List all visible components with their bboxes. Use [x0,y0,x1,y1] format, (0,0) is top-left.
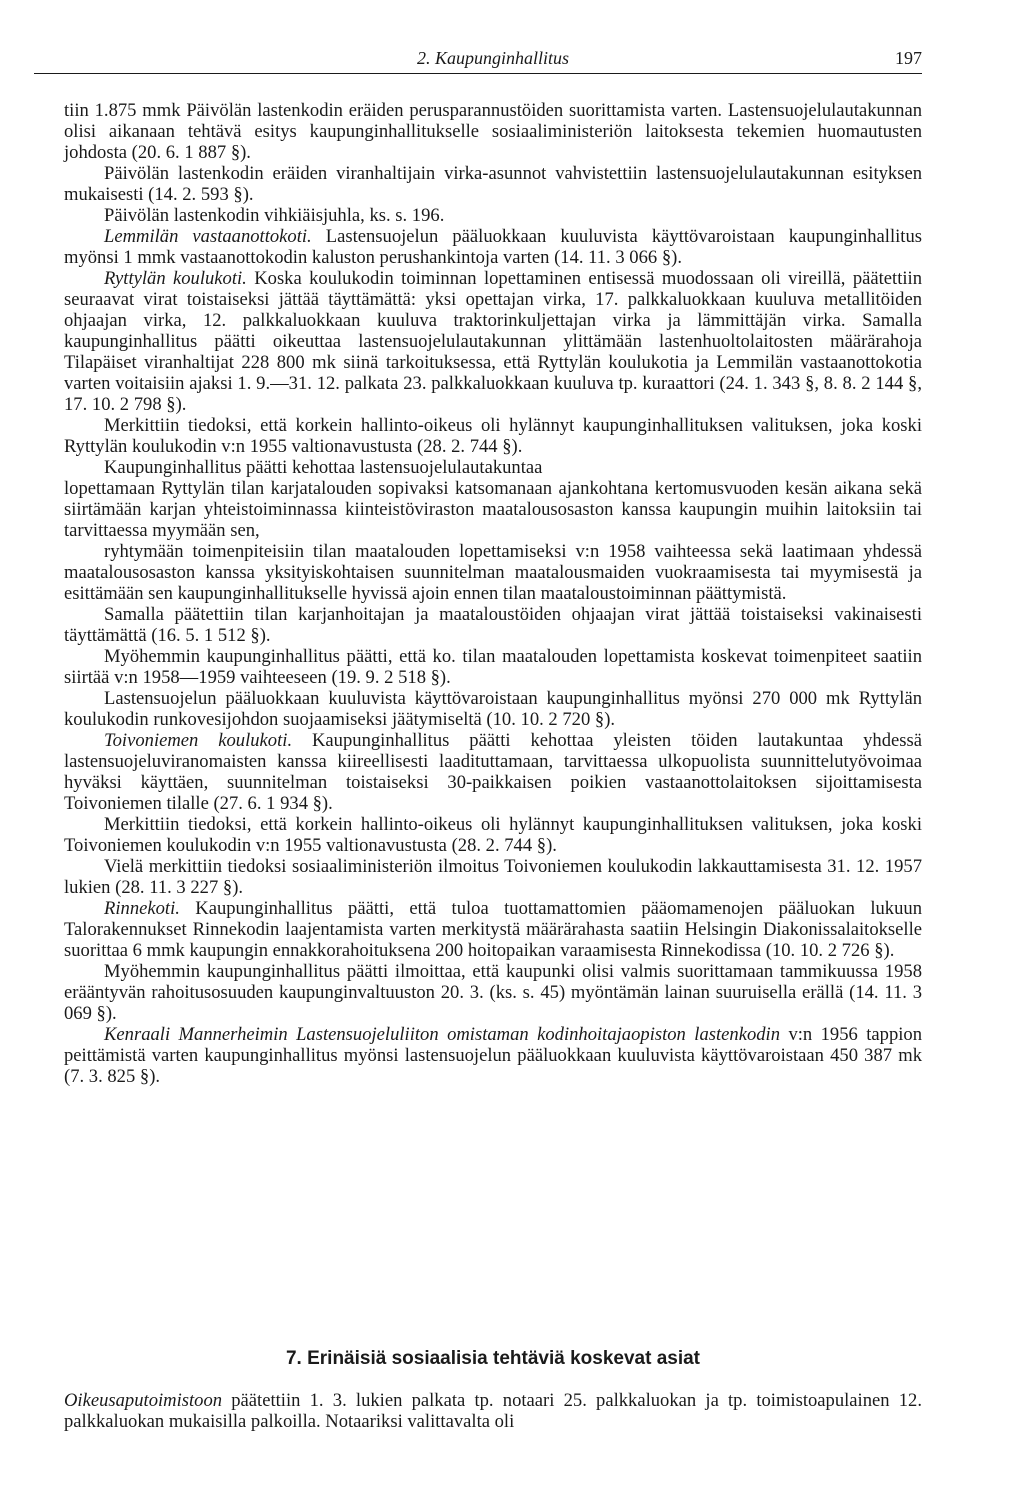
section-paragraph: Oikeusaputoimistoon päätettiin 1. 3. lukien palkata tp. notaari 25. palkkaluokan ja tp. toimistoapulainen 12. palkkaluokan mukaisilla palkoilla. Notaariksi valittavalta oli [64,1390,922,1432]
paragraph-15: Rinnekoti. Kaupunginhallitus päätti, että tuloa tuottamattomien pääomamenojen pääluokan lukuun Talorakennukset Rinnekodin laajentamista varten merkitystä määrärahasta saatiin Helsingin Diakonissalaitokselle suorittaa 6 mmk kaupungin ennakkorahoituksena 200 hoitopaikan varaamisesta Rinnekodissa (10. 10. 2 726 §). [64,898,922,961]
body-text [64,100,922,1087]
paragraph-lead: Lemmilän vastaanottokoti. [104,226,312,247]
running-title: 2. Kaupunginhallitus [416,48,569,68]
document-page [64,0,923,1432]
paragraph-5: Merkittiin tiedoksi, että korkein hallinto-oikeus oli hylännyt kaupunginhallituksen valituksen, joka koski Ryttylän koulukodin v:n 1955 valtionavustusta (28. 2. 744 §). [64,415,922,457]
paragraph-7: lopettamaan Ryttylän tilan karjatalouden sopivaksi katsomanaan ajankohtana kertomusvuoden kesän aikana sekä siirtämään karjan yhteistoiminnassa kiinteistöviraston maatalousosaston kanssa kaupungin muihin laitoksiin tai tarvittaessa myymään sen, [64,478,922,541]
page-header [64,0,922,76]
paragraph-2: Päivölän lastenkodin vihkiäisjuhla, ks. s. 196. [104,205,445,226]
paragraph-8: ryhtymään toimenpiteisiin tilan maatalouden lopettamiseksi v:n 1958 vaihteessa sekä laatimaan yhdessä maatalousosaston kanssa yksityiskohtaisen suunnitelman maatalousmaiden vuokraamisesta tai myymisestä ja esittämään sen kaupunginhallitukselle hyvissä ajoin ennen tilan maataloustoiminnan päättymistä. [64,541,922,604]
paragraph-16: Myöhemmin kaupunginhallitus päätti ilmoittaa, että kaupunki olisi valmis suorittamaan tammikuussa 1958 erääntyvän rahoitusosuuden kaupunginvaltuuston 20. 3. (ks. s. 45) myöntämän lainan suuruisella erällä (14. 11. 3 069 §). [64,961,922,1024]
section-heading: 7. Erinäisiä sosiaalisia tehtäviä koskevat asiat [285,1348,701,1369]
paragraph-lead: Toivoniemen koulukoti. [104,730,293,751]
paragraph-10: Myöhemmin kaupunginhallitus päätti, että ko. tilan maatalouden lopettamista koskevat toimenpiteet saatiin siirtää v:n 1958—1959 vaihteeseen (19. 9. 2 518 §). [64,646,922,688]
paragraph-14: Vielä merkittiin tiedoksi sosiaaliministeriön ilmoitus Toivoniemen koulukodin lakkauttamisesta 31. 12. 1957 lukien (28. 11. 3 227 §). [64,856,922,898]
paragraph-lead: Oikeusaputoimistoon [64,1390,223,1411]
paragraph-lead: Rinnekoti. [104,898,180,919]
paragraph-13: Merkittiin tiedoksi, että korkein hallinto-oikeus oli hylännyt kaupunginhallituksen valituksen, joka koski Toivoniemen koulukodin v:n 1955 valtionavustusta (28. 2. 744 §). [64,814,922,856]
paragraph-4: Ryttylän koulukoti. Koska koulukodin toiminnan lopettaminen entisessä muodossaan oli vireillä, päätettiin seuraavat virat toistaiseksi jättää täyttämättä: yksi opettajan virka, 17. palkkaluokkaan kuuluva metallitöiden ohjaajan virka, 12. palkkaluokkaan kuuluva traktorinkuljettajan virka ja lämmittäjän virka. Samalla kaupunginhallitus päätti oikeuttaa lastensuojelulautakunnan ylittämään lastenhuoltolaitosten määrärahoja Tilapäiset viranhaltijat 228 800 mk siinä tarkoituksessa, että Ryttylän koulukotia ja Lemmilän vastaanottokotia varten voitaisiin ajaksi 1. 9.—31. 12. palkata 23. palkkaluokkaan kuuluva tp. kuraattori (24. 1. 343 §, 8. 8. 2 144 §, 17. 10. 2 798 §). [64,268,923,415]
page-number: 197 [895,48,922,68]
paragraph-6: Kaupunginhallitus päätti kehottaa lastensuojelulautakuntaa [104,457,543,478]
paragraph-11: Lastensuojelun pääluokkaan kuuluvista käyttövaroistaan kaupunginhallitus myönsi 270 000 mk Ryttylän koulukodin runkovesijohdon suojaamiseksi jäätymiseltä (10. 10. 2 720 §). [64,688,922,730]
paragraph-1: Päivölän lastenkodin eräiden viranhaltijain virka-asunnot vahvistettiin lastensuojelulautakunnan esityksen mukaisesti (14. 2. 593 §). [64,163,922,205]
paragraph-17: Kenraali Mannerheimin Lastensuojeluliiton omistaman kodinhoitajaopiston lastenkodin v:n 1956 tappion peittämistä varten kaupunginhallitus myönsi lastensuojelun pääluokkaan kuuluvista käyttövaroistaan 450 387 mk (7. 3. 825 §). [64,1024,923,1087]
header-rule [34,73,922,74]
paragraph-9: Samalla päätettiin tilan karjanhoitajan ja maataloustöiden ohjaajan virat jättää toistaiseksi vakinaisesti täyttämättä (16. 5. 1 512 §). [64,604,922,646]
paragraph-0: tiin 1.875 mmk Päivölän lastenkodin eräiden perusparannustöiden suorittamista varten. Lastensuojelulautakunnan olisi aikanaan tehtävä esitys kaupunginhallitukselle sosiaaliministeriön laitoksesta tekemien huomautusten johdosta (20. 6. 1 887 §). [64,100,922,163]
section-body-text [64,1390,922,1432]
paragraph-lead: Kenraali Mannerheimin Lastensuojeluliiton omistaman kodinhoitajaopiston lastenkodin [104,1024,781,1045]
paragraph-lead: Ryttylän koulukoti. [104,268,247,289]
paragraph-12: Toivoniemen koulukoti. Kaupunginhallitus päätti kehottaa yleisten töiden lautakuntaa yhdessä lastensuojeluviranomaisten kanssa kiireellisesti laadituttamaan, tarvittaessa ulkopuolista suunnittelutyövoimaa hyväksi käyttäen, suunnitelman toistaiseksi 30-paikkaisen poikien vastaanottolaitoksen sijoittamisesta Toivoniemen tilalle (27. 6. 1 934 §). [64,730,922,814]
paragraph-3: Lemmilän vastaanottokoti. Lastensuojelun pääluokkaan kuuluvista käyttövaroistaan kaupunginhallitus myönsi 1 mmk vastaanottokodin kaluston perushankintoja varten (14. 11. 3 066 §). [64,226,923,268]
